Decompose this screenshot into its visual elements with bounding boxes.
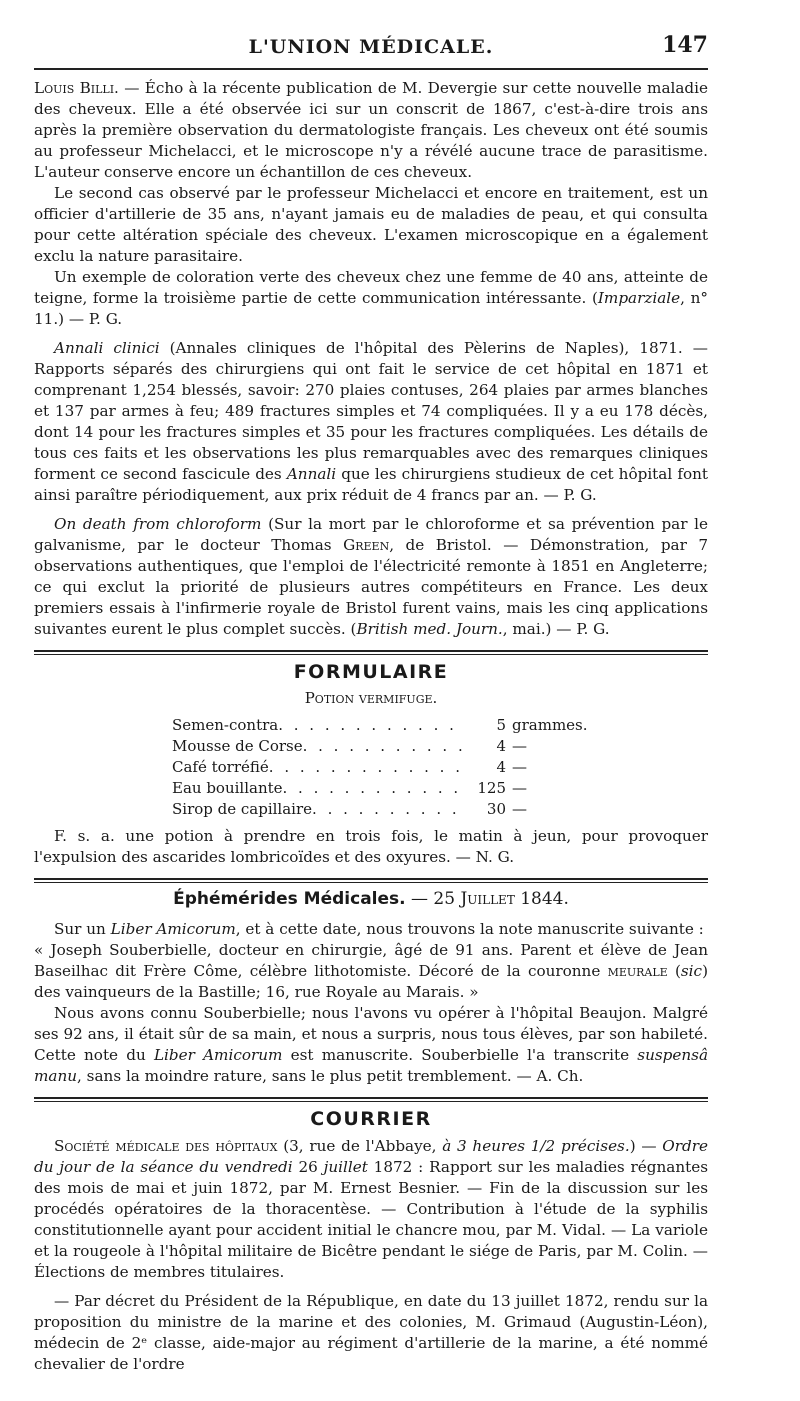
- review-annali-clinici: Annali clinici (Annales cliniques de l'hôpital des Pèlerins de Naples), 1871. — Rapports séparés des chirurgiens qui ont fait le service de cet hôpital en 1871 et comprenant 1,254 blessés, savoir: 270 plaies contuses, 264 plaies par armes blanches et 137 par armes à feu; 489 fractures simples et 74 compliquées. Il y a eu 178 décès, dont 14 pour les fractures simples et 35 pour les fractures compliquées. Les détails de tous ces faits et les observations les plus remarquables avec des remarques cliniques forment ce second fascicule des Annali que les chirurgiens studieux de cet hôpital font ainsi paraître périodiquement, aux prix réduit de 4 francs par an. — P. G.: [34, 339, 708, 504]
- review-chloroform: On death from chloroform (Sur la mort par le chloroforme et sa prévention par le galvanisme, par le docteur Thomas Green, de Bristol. — Démonstration, par 7 observations authentiques, que l'emploi de l'électricité remonte à 1851 en Angleterre; ce qui exclut la priorité de plusieurs autres compétiteurs en France. Les deux premiers essais à l'infirmerie royale de Bristol furent vains, mais les cinq applications suivantes eurent le plus complet succès. (British med. Journ., mai.) — P. G.: [34, 515, 709, 638]
- review-author: Louis Billi.: [34, 79, 119, 97]
- review-paragraph: Un exemple de coloration verte des cheveux chez une femme de 40 ans, atteinte de teigne, forme la troisième partie de cette communication intéressante. (Imparziale, n° 11.) — P. G.: [34, 268, 708, 328]
- review-billi: Louis Billi. — Écho à la récente publication de M. Devergie sur cette nouvelle maladie des cheveux. Elle a été observée ici sur un conscrit de 1867, c'est-à-dire trois ans après la première observation du dermatologiste français. Les cheveux ont été soumis au professeur Michelacci, et le microscope n'y a révélé aucune trace de parasitisme. L'auteur conserve encore un échantillon de ces cheveux.: [34, 79, 708, 181]
- section-divider: [34, 650, 708, 655]
- ephemerides-title: Éphémérides Médicales. — 25 Juillet 1844.: [173, 889, 569, 909]
- formulaire-title: FORMULAIRE: [293, 661, 449, 683]
- review-paragraph: Le second cas observé par le professeur Michelacci et encore en traitement, est un officier d'artillerie de 35 ans, n'ayant jamais eu de maladies de peau, et qui consulta pour cette altération spéciale des cheveux. L'examen microscopique en a également exclu la nature parasitaire.: [34, 184, 708, 265]
- ingredient-row: Mousse de Corse . . . 4 —: [172, 736, 592, 757]
- ingredient-row: Semen-contra . . . 5 grammes.: [172, 715, 592, 736]
- section-divider: [34, 878, 708, 883]
- ingredient-row: Sirop de capillaire . . . 30 —: [172, 799, 592, 820]
- header-rule: [34, 68, 708, 70]
- journal-title: L'UNION MÉDICALE.: [248, 36, 494, 58]
- courrier-title: COURRIER: [310, 1108, 432, 1130]
- ephemerides-quote: « Joseph Souberbielle, docteur en chirurgie, âgé de 91 ans. Parent et élève de Jean Baseilhac dit Frère Côme, célèbre lithotomiste. Décoré de la couronne meurale (sic) des vainqueurs de la Bastille; 16, rue Royale au Marais. »: [34, 941, 708, 1001]
- ingredient-list: [172, 715, 592, 820]
- formulaire-instructions: F. s. a. une potion à prendre en trois fois, le matin à jeun, pour provoquer l'expulsion des ascarides lombricoïdes et des oxyures. — N. G.: [34, 827, 708, 866]
- ingredient-row: Eau bouillante . . . 125 —: [172, 778, 592, 799]
- page-number: 147: [662, 32, 708, 58]
- running-head: [34, 18, 708, 58]
- ingredient-row: Café torréfié . . . 4 —: [172, 757, 592, 778]
- courrier-decree: — Par décret du Président de la République, en date du 13 juillet 1872, rendu sur la proposition du ministre de la marine et des colonies, M. Grimaud (Augustin-Léon), médecin de 2ᵉ classe, aide-major au régiment d'artillerie de la marine, a été nommé chevalier de l'ordre: [34, 1292, 708, 1373]
- courrier-paragraph: Société médicale des hôpitaux (3, rue de l'Abbaye, à 3 heures 1/2 précises.) — Ordre du jour de la séance du vendredi 26 juillet 1872 : Rapport sur les maladies régnantes des mois de mai et juin 1872, par M. Ernest Besnier. — Fin de la discussion sur les procédés opératoires de la thoracentèse. — Contribution à l'étude de la syphilis constitutionnelle ayant pour accident initial le chancre mou, par M. Vidal. — La variole et la rougeole à l'hôpital militaire de Bicêtre pendant le siége de Paris, par M. Colin. — Élections de membres titulaires.: [34, 1137, 709, 1281]
- ephemerides-paragraph: Nous avons connu Souberbielle; nous l'avons vu opérer à l'hôpital Beaujon. Malgré ses 92 ans, il était sûr de sa main, et nous a surpris, nous tous élèves, par son habileté. Cette note du Liber Amicorum est manuscrite. Souberbielle l'a transcrite suspensâ manu, sans la moindre rature, sans le plus petit tremblement. — A. Ch.: [34, 1004, 709, 1085]
- formulaire-subtitle: Potion vermifuge.: [304, 689, 438, 707]
- ephemerides-intro: Sur un Liber Amicorum, et à cette date, nous trouvons la note manuscrite suivante :: [54, 920, 704, 938]
- section-divider: [34, 1097, 708, 1102]
